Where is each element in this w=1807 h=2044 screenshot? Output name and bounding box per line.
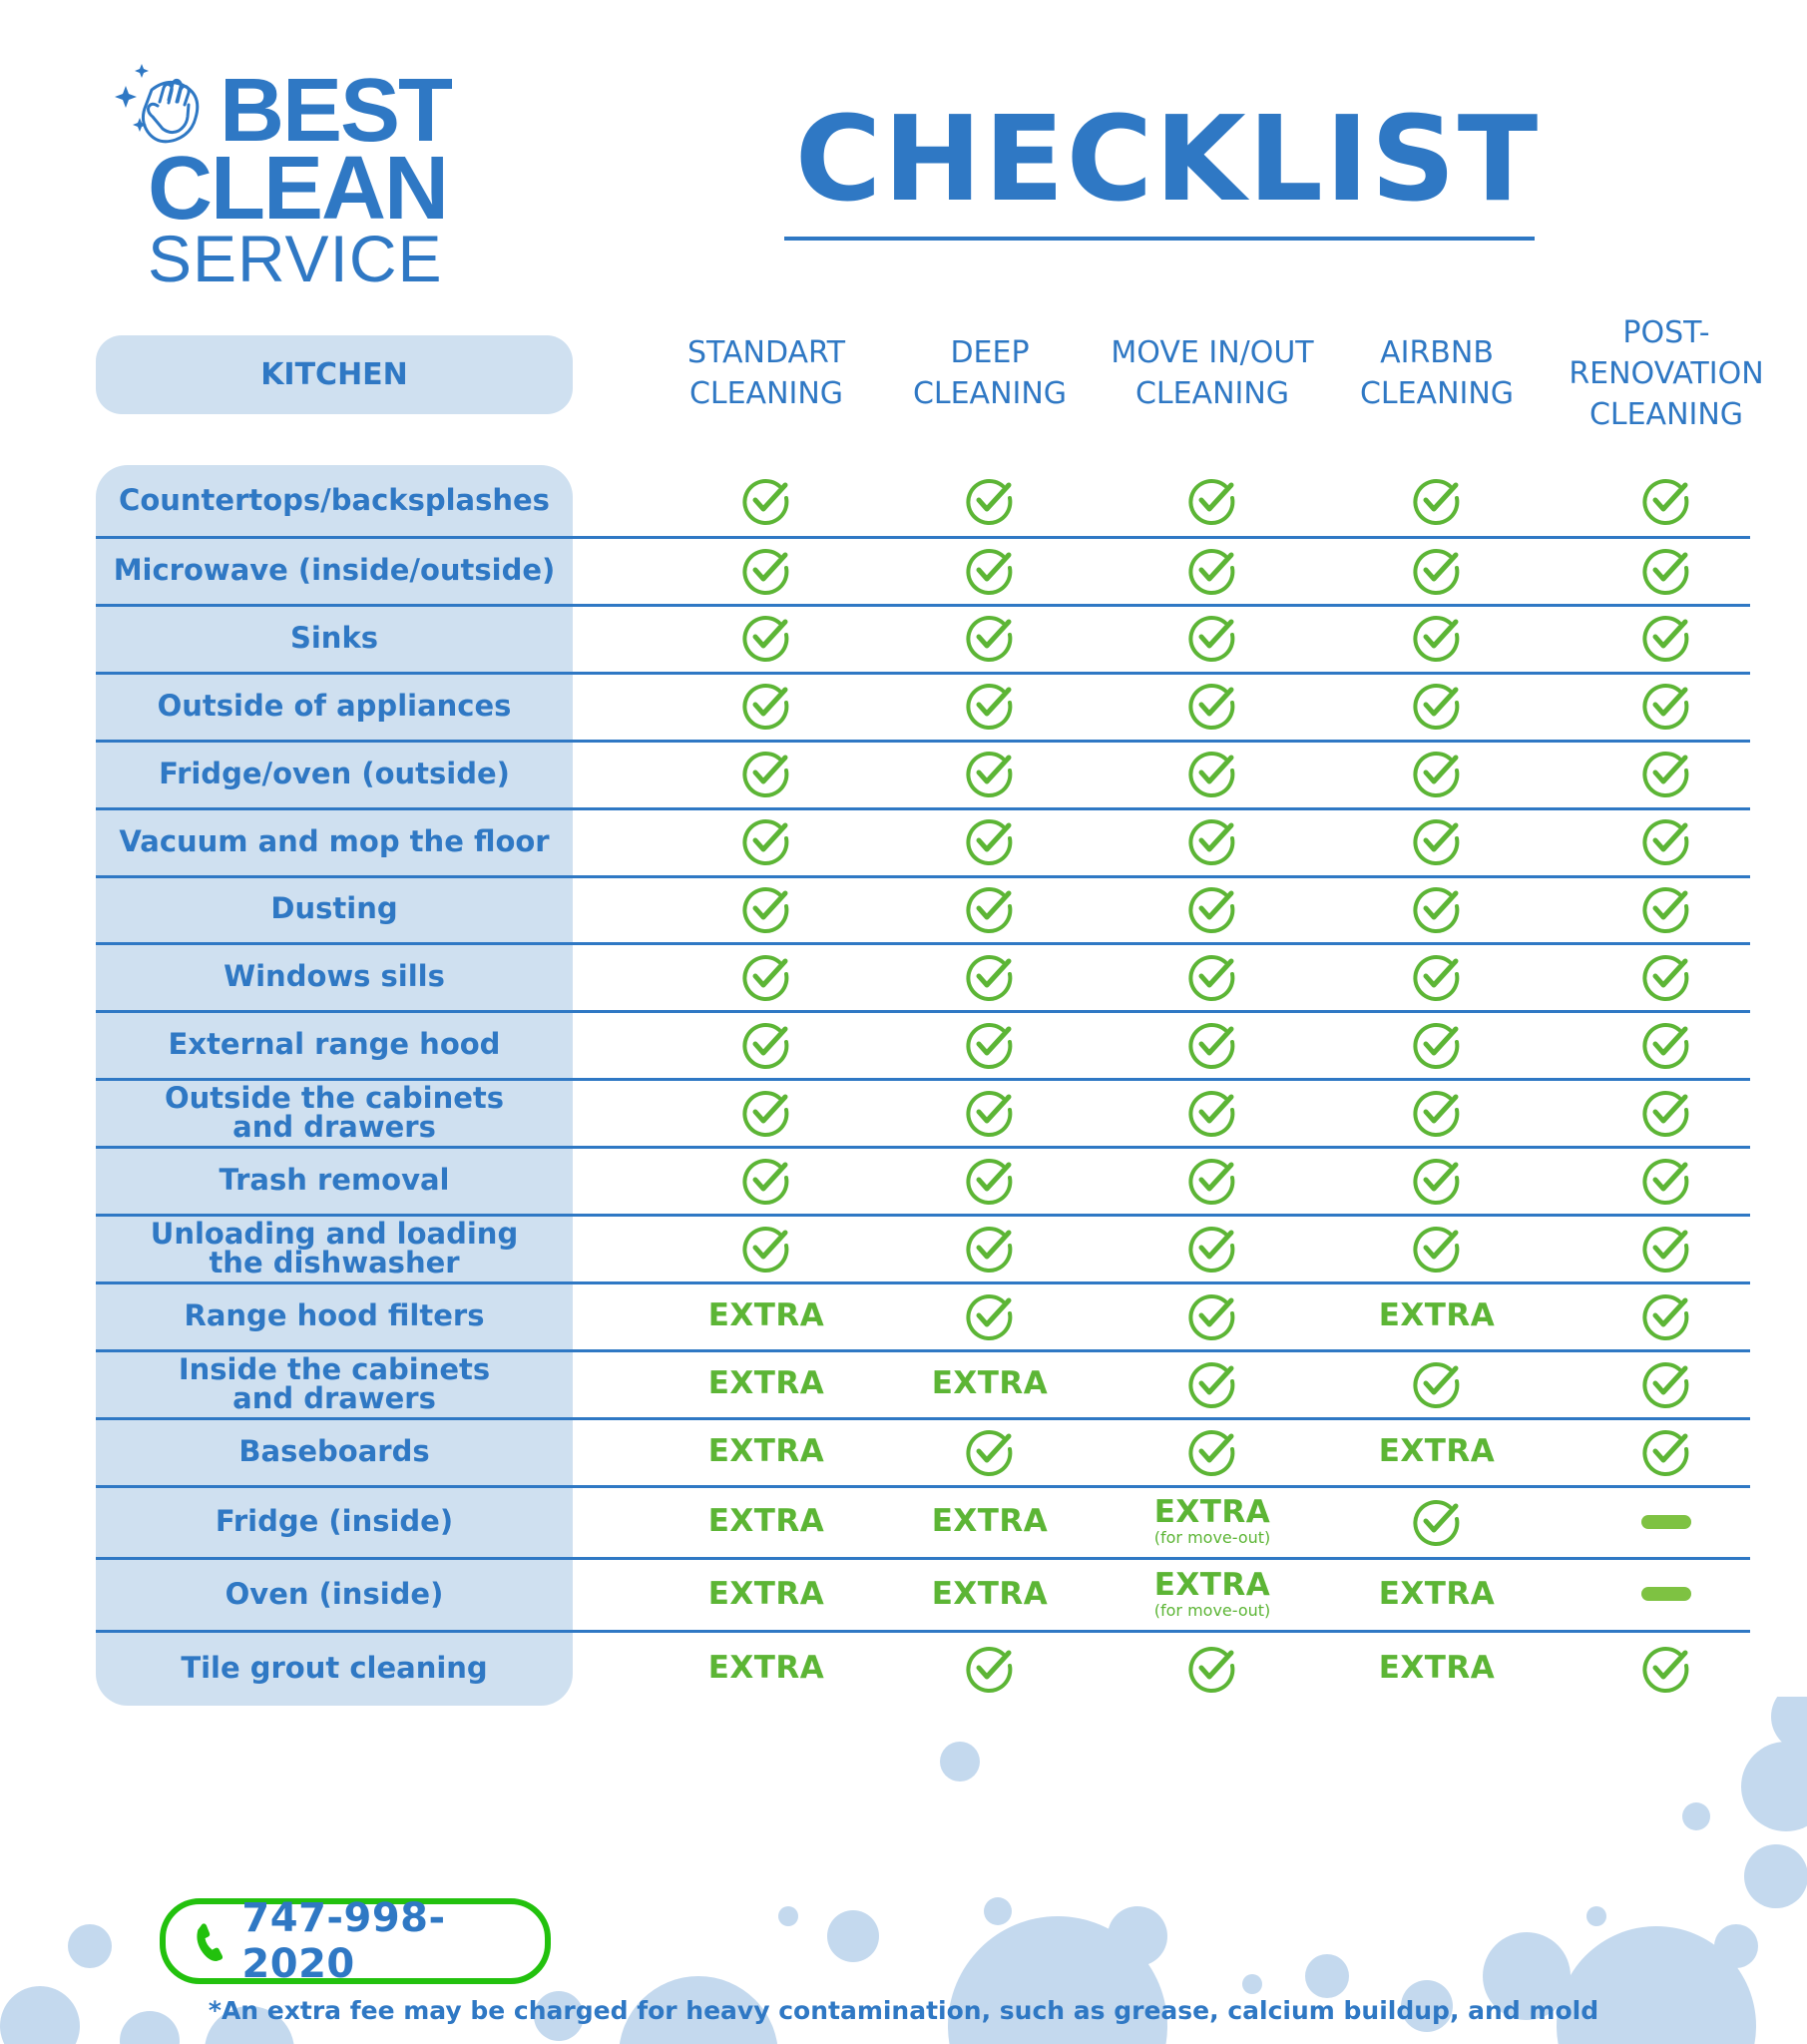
table-cell bbox=[1552, 1558, 1781, 1630]
check-circle-icon bbox=[1187, 1427, 1237, 1477]
check-circle-icon bbox=[1187, 1224, 1237, 1274]
table-cell bbox=[652, 943, 881, 1010]
check-circle-icon bbox=[965, 884, 1015, 934]
table-cell bbox=[1098, 672, 1327, 740]
row-label: Sinks bbox=[289, 620, 379, 655]
check-circle-icon bbox=[1641, 476, 1691, 526]
column-header bbox=[1552, 312, 1781, 435]
row-label: Microwave (inside/outside) bbox=[113, 553, 556, 587]
check-circle-icon bbox=[1412, 749, 1462, 798]
column-header bbox=[652, 332, 881, 414]
table-cell bbox=[1552, 1631, 1781, 1706]
extra-label: EXTRA bbox=[707, 1297, 825, 1333]
table-cell bbox=[875, 1011, 1105, 1078]
table-cell bbox=[875, 875, 1105, 942]
logo-word-service: SERVICE bbox=[148, 222, 443, 295]
table-cell bbox=[652, 1215, 881, 1281]
row-label: Trash removal bbox=[219, 1163, 450, 1197]
row-label: Vacuum and mop the floor bbox=[119, 823, 550, 858]
extra-label: EXTRA bbox=[931, 1365, 1049, 1401]
table-cell bbox=[652, 1350, 881, 1417]
check-circle-icon bbox=[741, 816, 791, 866]
check-circle-icon bbox=[965, 1644, 1015, 1694]
check-circle-icon bbox=[741, 613, 791, 663]
table-cell bbox=[1322, 740, 1552, 807]
check-circle-icon bbox=[965, 1088, 1015, 1138]
check-circle-icon bbox=[965, 1156, 1015, 1206]
check-circle-icon bbox=[1412, 1156, 1462, 1206]
extra-label: EXTRA bbox=[1378, 1433, 1496, 1469]
extra-label: EXTRA bbox=[1153, 1494, 1271, 1530]
row-divider bbox=[96, 1485, 1750, 1488]
table-cell bbox=[652, 1011, 881, 1078]
table-cell bbox=[1098, 1282, 1327, 1349]
column-header bbox=[1098, 332, 1327, 414]
table-cell bbox=[652, 1282, 881, 1349]
table-cell bbox=[1322, 1486, 1552, 1557]
table-cell bbox=[1322, 1011, 1552, 1078]
column-header-line: POST- bbox=[1622, 315, 1710, 350]
row-label: Baseboards bbox=[238, 1434, 430, 1468]
row-label: Tile grout cleaning bbox=[181, 1651, 488, 1685]
table-cell bbox=[875, 1486, 1105, 1557]
table-cell bbox=[875, 807, 1105, 875]
table-cell bbox=[652, 1558, 881, 1630]
check-circle-icon bbox=[1641, 749, 1691, 798]
table-cell bbox=[1552, 672, 1781, 740]
check-circle-icon bbox=[1187, 1020, 1237, 1070]
row-divider bbox=[96, 740, 1750, 743]
table-cell bbox=[1098, 943, 1327, 1010]
table-cell bbox=[1322, 1215, 1552, 1281]
column-header-line: CLEANING bbox=[688, 376, 844, 411]
check-circle-icon bbox=[1641, 952, 1691, 1002]
check-circle-icon bbox=[1412, 546, 1462, 596]
table-cell bbox=[1098, 537, 1327, 604]
table-cell bbox=[1552, 1486, 1781, 1557]
check-circle-icon bbox=[1187, 1088, 1237, 1138]
check-circle-icon bbox=[1412, 1020, 1462, 1070]
row-label: Inside the cabinets and drawers bbox=[178, 1351, 491, 1415]
table-cell bbox=[1098, 465, 1327, 536]
table-cell bbox=[652, 807, 881, 875]
table-cell bbox=[652, 1418, 881, 1485]
table-cell bbox=[1552, 875, 1781, 942]
table-cell bbox=[652, 1079, 881, 1146]
column-header-line: MOVE IN/OUT bbox=[1111, 335, 1314, 370]
row-divider bbox=[96, 1349, 1750, 1352]
check-circle-icon bbox=[1412, 952, 1462, 1002]
table-cell bbox=[875, 1282, 1105, 1349]
check-circle-icon bbox=[965, 1291, 1015, 1341]
footnote: *An extra fee may be charged for heavy contamination, such as grease, calcium buildup, and mold bbox=[208, 1996, 1599, 2025]
row-divider bbox=[96, 536, 1750, 539]
extra-label: EXTRA bbox=[707, 1575, 825, 1612]
table-cell bbox=[652, 537, 881, 604]
extra-label: EXTRA bbox=[931, 1575, 1049, 1612]
table-cell bbox=[1098, 1486, 1327, 1557]
table-cell bbox=[1552, 537, 1781, 604]
check-circle-icon bbox=[1641, 816, 1691, 866]
table-cell bbox=[1322, 1147, 1552, 1214]
table-cell bbox=[1098, 1558, 1327, 1630]
check-circle-icon bbox=[1187, 681, 1237, 731]
row-divider bbox=[96, 604, 1750, 607]
check-circle-icon bbox=[1641, 1427, 1691, 1477]
check-circle-icon bbox=[1412, 613, 1462, 663]
column-header-line: DEEP bbox=[950, 335, 1030, 370]
extra-label: EXTRA bbox=[1153, 1566, 1271, 1603]
extra-label: EXTRA bbox=[1378, 1297, 1496, 1333]
table-cell bbox=[875, 537, 1105, 604]
row-label: Fridge (inside) bbox=[215, 1504, 454, 1538]
check-circle-icon bbox=[741, 476, 791, 526]
check-circle-icon bbox=[1641, 1644, 1691, 1694]
row-label: Outside of appliances bbox=[157, 688, 512, 723]
check-circle-icon bbox=[1641, 613, 1691, 663]
row-label: Dusting bbox=[270, 891, 398, 925]
phone-number: 747-998-2020 bbox=[241, 1895, 446, 1987]
table-cell bbox=[1322, 943, 1552, 1010]
table-cell bbox=[1098, 1350, 1327, 1417]
check-circle-icon bbox=[741, 749, 791, 798]
table-cell bbox=[1322, 1418, 1552, 1485]
check-circle-icon bbox=[1187, 1359, 1237, 1409]
check-circle-icon bbox=[1187, 1291, 1237, 1341]
check-circle-icon bbox=[741, 1156, 791, 1206]
table-cell bbox=[1322, 465, 1552, 536]
table-cell bbox=[875, 672, 1105, 740]
row-label: Oven (inside) bbox=[225, 1576, 444, 1611]
column-header-line: AIRBNB bbox=[1380, 335, 1494, 370]
extra-note: (for move-out) bbox=[1153, 1600, 1271, 1620]
extra-label: EXTRA bbox=[1378, 1650, 1496, 1686]
table-cell bbox=[1552, 1418, 1781, 1485]
check-circle-icon bbox=[1187, 546, 1237, 596]
dash-icon bbox=[1641, 1515, 1691, 1529]
table-cell bbox=[875, 1631, 1105, 1706]
row-divider bbox=[96, 1630, 1750, 1633]
table-cell bbox=[652, 1486, 881, 1557]
check-circle-icon bbox=[1641, 1359, 1691, 1409]
table-cell bbox=[1098, 1631, 1327, 1706]
check-circle-icon bbox=[741, 952, 791, 1002]
check-circle-icon bbox=[1641, 884, 1691, 934]
check-circle-icon bbox=[741, 1020, 791, 1070]
row-divider bbox=[96, 1146, 1750, 1149]
phone-contact[interactable] bbox=[160, 1895, 551, 1987]
table-cell bbox=[1322, 604, 1552, 672]
check-circle-icon bbox=[1412, 1359, 1462, 1409]
check-circle-icon bbox=[1187, 476, 1237, 526]
check-circle-icon bbox=[965, 476, 1015, 526]
table-cell bbox=[1098, 807, 1327, 875]
row-label: Unloading and loading the dishwasher bbox=[150, 1216, 519, 1279]
check-circle-icon bbox=[965, 1020, 1015, 1070]
check-circle-icon bbox=[1641, 1291, 1691, 1341]
table-cell bbox=[1322, 672, 1552, 740]
row-label: External range hood bbox=[168, 1027, 501, 1061]
table-cell bbox=[1552, 1079, 1781, 1146]
check-circle-icon bbox=[1187, 1644, 1237, 1694]
table-cell bbox=[1322, 1631, 1552, 1706]
table-cell bbox=[1552, 1147, 1781, 1214]
check-circle-icon bbox=[965, 1427, 1015, 1477]
row-label: Fridge/oven (outside) bbox=[159, 756, 510, 790]
table-cell bbox=[652, 875, 881, 942]
table-cell bbox=[1552, 465, 1781, 536]
extra-label: EXTRA bbox=[707, 1503, 825, 1539]
table-cell bbox=[875, 1147, 1105, 1214]
title-underline bbox=[784, 237, 1535, 241]
check-circle-icon bbox=[965, 546, 1015, 596]
column-header bbox=[1322, 332, 1552, 414]
table-cell bbox=[875, 604, 1105, 672]
extra-label: EXTRA bbox=[931, 1503, 1049, 1539]
table-cell bbox=[1552, 1350, 1781, 1417]
table-cell bbox=[1098, 740, 1327, 807]
logo-word-best: BEST bbox=[220, 61, 452, 161]
table-cell bbox=[652, 465, 881, 536]
row-label: Outside the cabinets and drawers bbox=[164, 1080, 505, 1144]
extra-label: EXTRA bbox=[707, 1365, 825, 1401]
section-label-kitchen: KITCHEN bbox=[96, 335, 573, 414]
check-circle-icon bbox=[1641, 546, 1691, 596]
check-circle-icon bbox=[965, 749, 1015, 798]
table-cell bbox=[875, 1558, 1105, 1630]
table-cell bbox=[1098, 604, 1327, 672]
check-circle-icon bbox=[965, 816, 1015, 866]
check-circle-icon bbox=[741, 1224, 791, 1274]
table-cell bbox=[1098, 1215, 1327, 1281]
table-cell bbox=[1322, 1282, 1552, 1349]
table-cell bbox=[875, 1350, 1105, 1417]
row-label: Countertops/backsplashes bbox=[119, 483, 550, 517]
row-divider bbox=[96, 1557, 1750, 1560]
row-divider bbox=[96, 1010, 1750, 1013]
phone-icon bbox=[194, 1921, 227, 1961]
extra-label: EXTRA bbox=[707, 1433, 825, 1469]
table-cell bbox=[875, 465, 1105, 536]
row-divider bbox=[96, 1281, 1750, 1284]
table-cell bbox=[1552, 943, 1781, 1010]
row-divider bbox=[96, 807, 1750, 810]
check-circle-icon bbox=[1641, 1224, 1691, 1274]
check-circle-icon bbox=[1187, 884, 1237, 934]
table-cell bbox=[875, 740, 1105, 807]
row-divider bbox=[96, 672, 1750, 675]
check-circle-icon bbox=[1187, 952, 1237, 1002]
wiping-hand-icon bbox=[112, 60, 222, 150]
check-circle-icon bbox=[1412, 1224, 1462, 1274]
check-circle-icon bbox=[741, 681, 791, 731]
table-cell bbox=[1322, 875, 1552, 942]
column-header-line: RENOVATION bbox=[1569, 356, 1764, 391]
column-header-line: CLEANING bbox=[1134, 376, 1290, 411]
table-cell bbox=[1098, 1418, 1327, 1485]
table-cell bbox=[652, 672, 881, 740]
table-cell bbox=[875, 943, 1105, 1010]
check-circle-icon bbox=[1187, 1156, 1237, 1206]
table-cell bbox=[1322, 537, 1552, 604]
table-cell bbox=[1322, 1079, 1552, 1146]
table-cell bbox=[1552, 807, 1781, 875]
table-cell bbox=[875, 1079, 1105, 1146]
table-cell bbox=[1322, 1558, 1552, 1630]
check-circle-icon bbox=[965, 613, 1015, 663]
check-circle-icon bbox=[1412, 884, 1462, 934]
check-circle-icon bbox=[1412, 476, 1462, 526]
bubbles-decoration bbox=[0, 1697, 1807, 2044]
row-label: Range hood filters bbox=[184, 1298, 485, 1332]
check-circle-icon bbox=[1641, 681, 1691, 731]
check-circle-icon bbox=[1412, 1088, 1462, 1138]
check-circle-icon bbox=[1412, 816, 1462, 866]
column-header-line: CLEANING bbox=[1588, 397, 1744, 432]
table-cell bbox=[875, 1215, 1105, 1281]
check-circle-icon bbox=[1412, 1497, 1462, 1547]
check-circle-icon bbox=[1641, 1088, 1691, 1138]
column-header-line: CLEANING bbox=[912, 376, 1068, 411]
check-circle-icon bbox=[1187, 613, 1237, 663]
check-circle-icon bbox=[1641, 1020, 1691, 1070]
table-cell bbox=[1322, 807, 1552, 875]
column-header-line: CLEANING bbox=[1359, 376, 1515, 411]
row-divider bbox=[96, 1214, 1750, 1217]
check-circle-icon bbox=[1187, 749, 1237, 798]
check-circle-icon bbox=[741, 1088, 791, 1138]
check-circle-icon bbox=[1641, 1156, 1691, 1206]
table-cell bbox=[1552, 1215, 1781, 1281]
table-cell bbox=[1098, 1147, 1327, 1214]
row-divider bbox=[96, 875, 1750, 878]
table-cell bbox=[652, 1631, 881, 1706]
table-cell bbox=[1098, 875, 1327, 942]
check-circle-icon bbox=[1187, 816, 1237, 866]
extra-note: (for move-out) bbox=[1153, 1528, 1271, 1547]
table-cell bbox=[1098, 1011, 1327, 1078]
column-header-line: STANDART bbox=[686, 335, 846, 370]
logo-word-clean: CLEAN bbox=[148, 139, 447, 239]
row-label: Windows sills bbox=[224, 959, 445, 993]
extra-label: EXTRA bbox=[1378, 1575, 1496, 1612]
extra-label: EXTRA bbox=[707, 1650, 825, 1686]
table-cell bbox=[1552, 1282, 1781, 1349]
check-circle-icon bbox=[965, 681, 1015, 731]
table-cell bbox=[1552, 604, 1781, 672]
check-circle-icon bbox=[1412, 681, 1462, 731]
check-circle-icon bbox=[741, 884, 791, 934]
row-divider bbox=[96, 1417, 1750, 1420]
brand-logo bbox=[112, 60, 452, 295]
row-divider bbox=[96, 1078, 1750, 1081]
table-cell bbox=[652, 1147, 881, 1214]
table-cell bbox=[652, 604, 881, 672]
table-cell bbox=[1552, 740, 1781, 807]
table-cell bbox=[652, 740, 881, 807]
page-title: CHECKLIST bbox=[794, 90, 1541, 228]
row-divider bbox=[96, 942, 1750, 945]
table-cell bbox=[875, 1418, 1105, 1485]
check-circle-icon bbox=[741, 546, 791, 596]
table-cell bbox=[1552, 1011, 1781, 1078]
check-circle-icon bbox=[965, 952, 1015, 1002]
column-header bbox=[875, 332, 1105, 414]
dash-icon bbox=[1641, 1587, 1691, 1601]
table-cell bbox=[1322, 1350, 1552, 1417]
table-cell bbox=[1098, 1079, 1327, 1146]
check-circle-icon bbox=[965, 1224, 1015, 1274]
